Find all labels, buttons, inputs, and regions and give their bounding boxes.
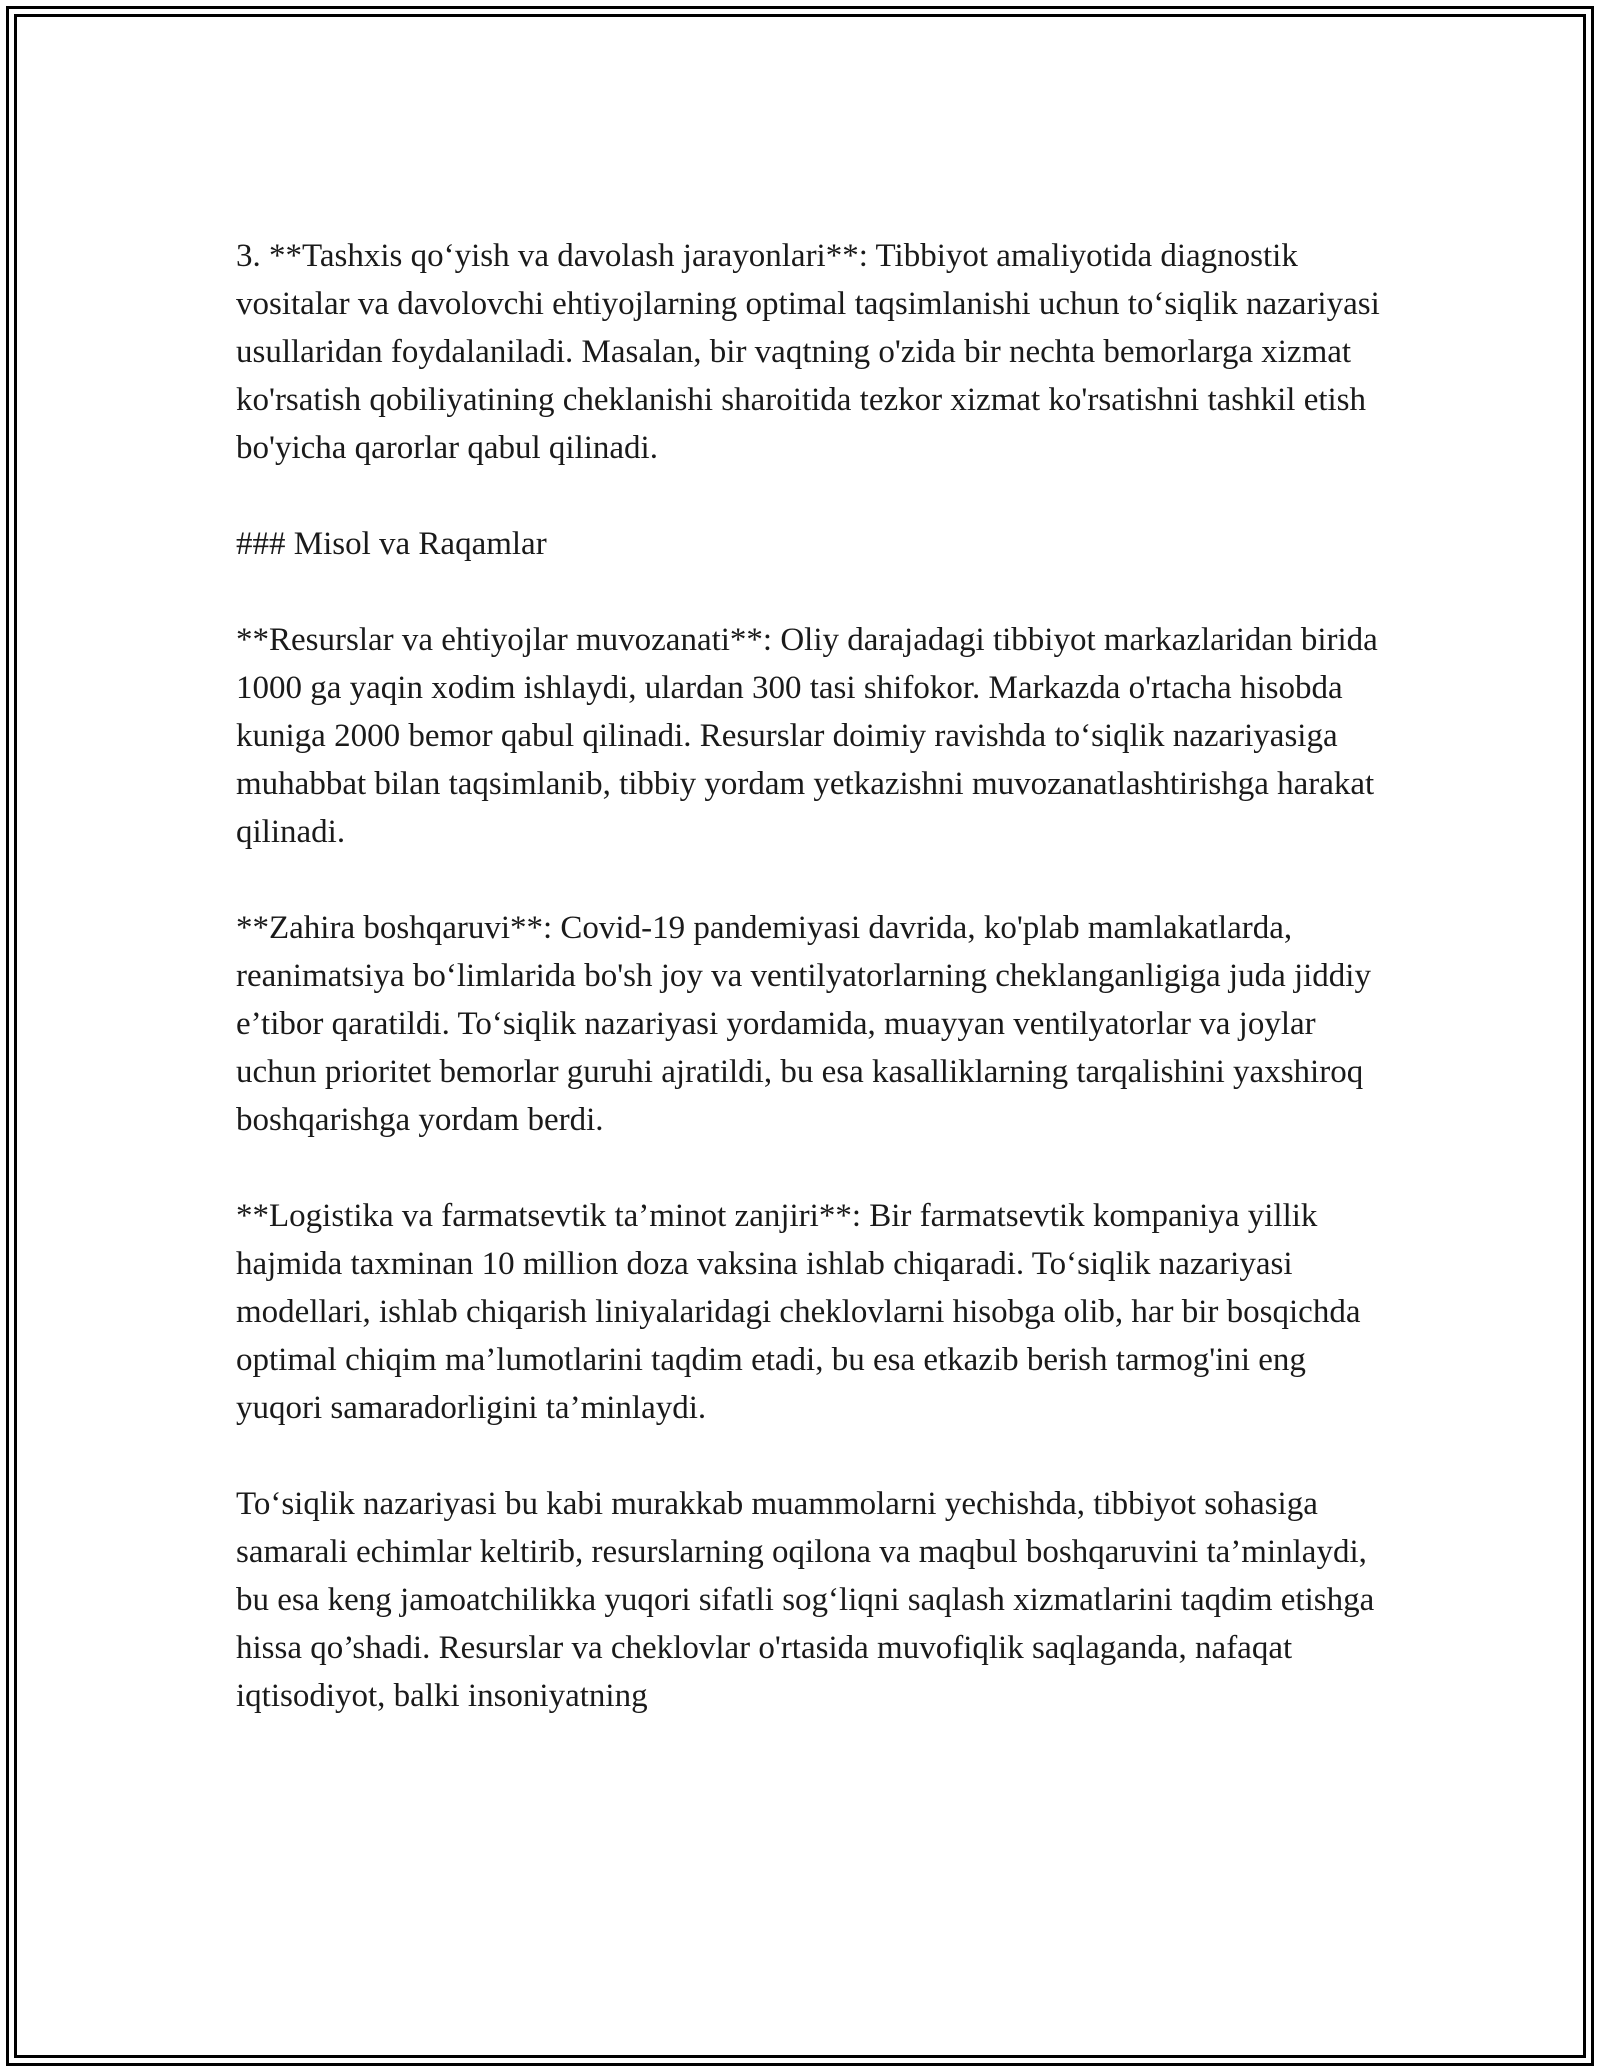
paragraph-diagnosis-treatment: 3. **Tashxis qo‘yish va davolash jarayonlari**: Tibbiyot amaliyotida diagnostik vositalar va davolovchi ehtiyojlarning optimal taqsimlanishi uchun to‘siqlik nazariyasi usullaridan foydalaniladi. Masalan, bir vaqtning o'zida bir nechta bemorlarga xizmat ko'rsatish qobiliyatining cheklanishi sharoitida tezkor xizmat ko'rsatishni tashkil etish bo'yicha qarorlar qabul qilinadi. [236,238,1380,466]
paragraph-conclusion: To‘siqlik nazariyasi bu kabi murakkab muammolarni yechishda, tibbiyot sohasiga samarali echimlar keltirib, resurslarning oqilona va maqbul boshqaruvini ta’minlaydi, bu esa keng jamoatchilikka yuqori sifatli sog‘liqni saqlash xizmatlarini taqdim etishga hissa qo’shadi. Resurslar va cheklovlar o'rtasida muvofiqlik saqlaganda, nafaqat iqtisodiyot, balki insoniyatning [236,1486,1375,1714]
paragraph-resource-balance: **Resurslar va ehtiyojlar muvozanati**: Oliy darajadagi tibbiyot markazlaridan birida 1000 ga yaqin xodim ishlaydi, ulardan 300 tasi shifokor. Markazda o'rtacha hisobda kuniga 2000 bemor qabul qilinadi. Resurslar doimiy ravishda to‘siqlik nazariyasiga muhabbat bilan taqsimlanib, tibbiy yordam yetkazishni muvozanatlashtirishga harakat qilinadi. [236,622,1378,850]
document-body [236,232,1396,1720]
paragraph-logistics-supply-chain: **Logistika va farmatsevtik ta’minot zanjiri**: Bir farmatsevtik kompaniya yillik hajmida taxminan 10 million doza vaksina ishlab chiqaradi. To‘siqlik nazariyasi modellari, ishlab chiqarish liniyalaridagi cheklovlarni hisobga olib, har bir bosqichda optimal chiqim ma’lumotlarini taqdim etadi, bu esa etkazib berish tarmog'ini eng yuqori samaradorligini ta’minlaydi. [236,1198,1361,1426]
section-heading-examples: ### Misol va Raqamlar [236,526,547,562]
paragraph-reserve-management: **Zahira boshqaruvi**: Covid-19 pandemiyasi davrida, ko'plab mamlakatlarda, reanimatsiya bo‘limlarida bo'sh joy va ventilyatorlarning cheklanganligiga juda jiddiy e’tibor qaratildi. To‘siqlik nazariyasi yordamida, muayyan ventilyatorlar va joylar uchun prioritet bemorlar guruhi ajratildi, bu esa kasalliklarning tarqalishini yaxshiroq boshqarishga yordam berdi. [236,910,1371,1138]
